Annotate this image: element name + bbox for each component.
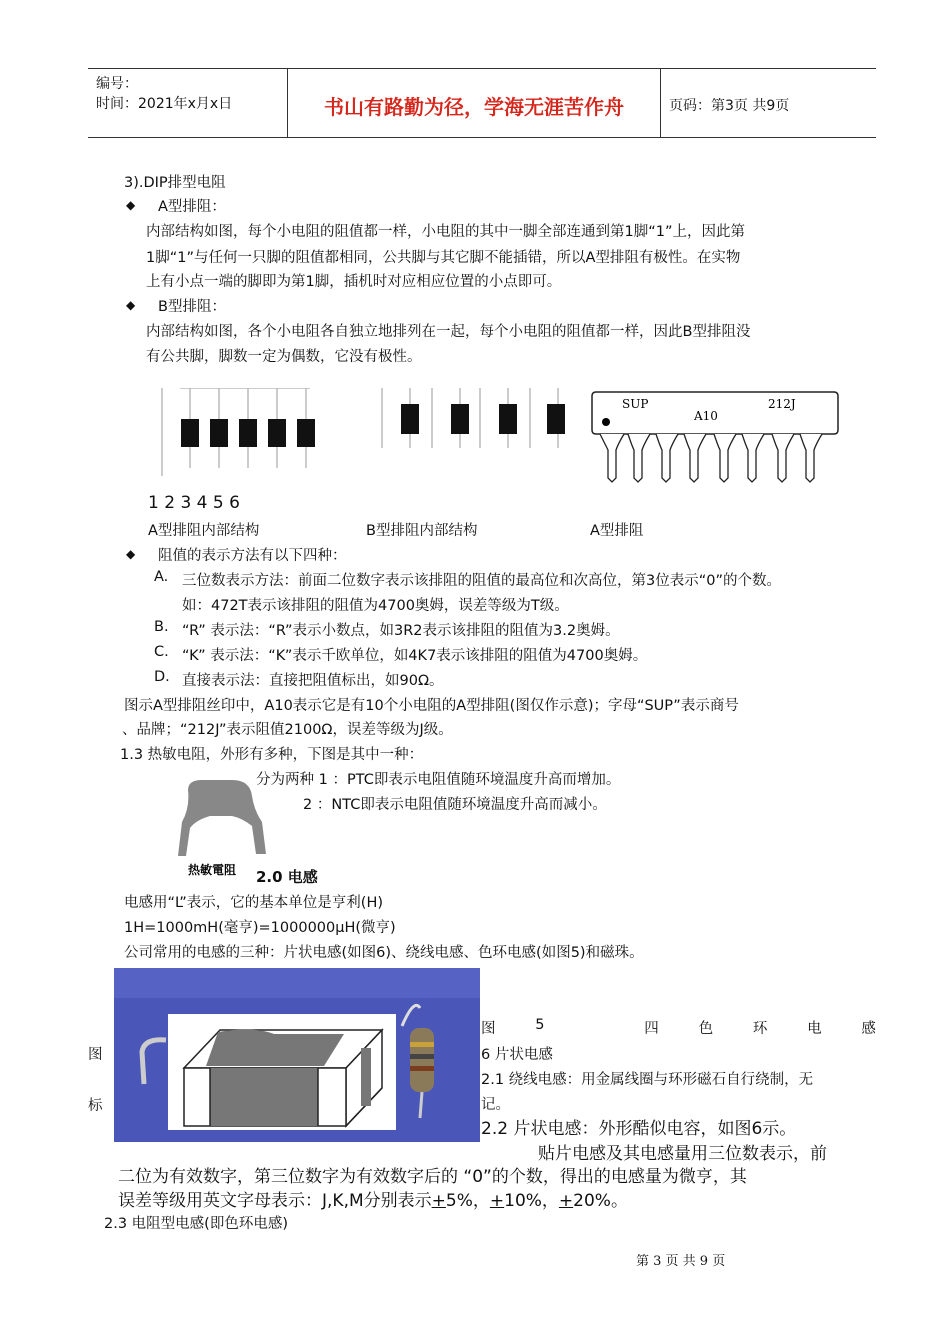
caption-a: A型排阻 xyxy=(590,523,644,539)
silkscreen-note-1: 图示A型排阻丝印中，A10表示它是有10个小电阻的A型排阻(图仅作示意)；字母“SUP”表示商号 xyxy=(124,698,739,714)
fig6-caption-left: 图 xyxy=(88,1047,103,1063)
tolerance-plusminus: + xyxy=(558,1191,574,1211)
tolerance-plusminus: + xyxy=(431,1191,446,1211)
thermistor-ptc: 分为两种 1 ：PTC即表示电阻值随环境温度升高而增加。 xyxy=(256,772,621,788)
thermistor-ntc: 2 ：NTC即表示电阻值随环境温度升高而减小。 xyxy=(303,797,607,813)
a-type-internal-diagram xyxy=(160,388,320,476)
b-type-internal-diagram xyxy=(380,388,570,468)
method-b-label: B. xyxy=(154,619,169,635)
b-type-text-1: 内部结构如图，各个小电阻各自独立地排列在一起，每个小电阻的阻值都一样，因此B型排阻没 xyxy=(146,324,751,340)
time-label: 时间：2021年x月x日 xyxy=(96,96,233,112)
b-type-text-2: 有公共脚，脚数一定为偶数，它没有极性。 xyxy=(146,349,422,365)
fig6-caption-right: 6 片状电感 xyxy=(481,1047,553,1063)
page-footer: 第 3 页 共 9 页 xyxy=(636,1254,726,1269)
inductor-line-3: 公司常用的电感的三种：片状电感(如图6)、绕线电感、色环电感(如图5)和磁珠。 xyxy=(124,945,644,961)
chip-label-a10: A10 xyxy=(694,409,718,423)
number-label: 编号： xyxy=(96,76,138,92)
diamond-bullet-icon: ◆ xyxy=(126,198,136,212)
a-type-text-1: 内部结构如图，每个小电阻的阻值都一样，小电阻的其中一脚全部连通到第1脚“1”上，因此第 xyxy=(146,224,745,240)
chip-code-line-3 xyxy=(118,1186,628,1211)
chip-code-line-3-prefix: 误差等级用英文字母表示：J,K,M分别表示 xyxy=(118,1191,432,1211)
b-type-heading: B型排阻： xyxy=(158,299,226,315)
tolerance-10: 10%， xyxy=(504,1191,559,1211)
caption-b-internal: B型排阻内部结构 xyxy=(366,523,478,539)
inductor-line-2: 1H=1000mH(毫亨)=1000000μH(微亨) xyxy=(124,920,396,936)
inductor-line-1: 电感用“L”表示，它的基本单位是亨利(H) xyxy=(124,895,384,911)
a-type-heading: A型排阻： xyxy=(158,199,226,215)
tolerance-20: 20%。 xyxy=(573,1191,628,1211)
inductor-photo xyxy=(114,968,480,1142)
method-a-text: 三位数表示方法：前面二位数字表示该排阻的阻值的最高位和次高位，第3位表示“0”的个数。 xyxy=(182,573,781,589)
diamond-bullet-icon: ◆ xyxy=(126,547,136,561)
wound-inductor-2: 记。 xyxy=(481,1097,510,1113)
method-d-label: D. xyxy=(154,669,170,685)
wound-inductor-1: 2.1 绕线电感：用金属线圈与环形磁石自行绕制，无 xyxy=(481,1072,814,1088)
a-type-chip-image xyxy=(588,390,844,486)
thermistor-image xyxy=(172,776,268,880)
tolerance-plusminus: + xyxy=(489,1191,505,1211)
a-type-text-2: 1脚“1”与任何一只脚的阻值都相同，公共脚与其它脚不能插错，所以A型排阻有极性。在实物 xyxy=(146,250,741,266)
method-d-text: 直接表示法：直接把阻值标出，如90Ω。 xyxy=(182,673,444,689)
method-c-label: C. xyxy=(154,644,169,660)
thermistor-heading: 1.3 热敏电阻，外形有多种，下图是其中一种： xyxy=(120,747,424,763)
fig5-caption: 图 5 四 色 环 电 感 xyxy=(481,1017,876,1037)
value-methods-heading: 阻值的表示方法有以下四种： xyxy=(158,548,347,564)
method-a-example: 如：472T表示该排阻的阻值为4700奥姆，误差等级为T级。 xyxy=(182,598,569,614)
method-b-text: “R” 表示法：“R”表示小数点，如3R2表示该排阻的阻值为3.2奥姆。 xyxy=(182,623,620,639)
silkscreen-note-2: 、品牌；“212J”表示阻值2100Ω，误差等级为J级。 xyxy=(122,722,453,738)
chip-label-212j: 212J xyxy=(768,397,796,411)
color-ring-inductor-heading: 2.3 电阻型电感(即色环电感) xyxy=(104,1216,288,1232)
chip-inductor-line: 2.2 片状电感：外形酷似电容，如图6示。 xyxy=(481,1119,797,1139)
section-dip-title: 3).DIP排型电阻 xyxy=(124,175,226,191)
method-a-label: A. xyxy=(154,569,169,585)
inductor-title: 2.0 电感 xyxy=(256,868,318,886)
chip-code-line-1: 贴片电感及其电感量用三位数表示，前 xyxy=(538,1144,827,1164)
header-right-cell xyxy=(661,69,876,137)
tolerance-5: 5%， xyxy=(445,1191,490,1211)
method-c-text: “K” 表示法：“K”表示千欧单位，如4K7表示该排阻的阻值为4700奥姆。 xyxy=(182,648,648,664)
thermistor-image-label: 热敏電阻 xyxy=(188,863,237,877)
a-type-text-3: 上有小点一端的脚即为第1脚，插机时对应相应位置的小点即可。 xyxy=(146,274,562,290)
diamond-bullet-icon: ◆ xyxy=(126,298,136,312)
page-label: 页码：第3页 共9页 xyxy=(669,98,790,114)
fig-label-biao: 标 xyxy=(88,1098,103,1114)
header-left-cell xyxy=(88,69,288,137)
header-center-cell xyxy=(288,69,661,137)
chip-code-line-2: 二位为有效数字，第三位数字为有效数字后的 “0”的个数，得出的电感量为微亨，其 xyxy=(118,1167,747,1187)
motto: 书山有路勤为径，学海无涯苦作舟 xyxy=(324,95,624,119)
caption-a-internal: A型排阻内部结构 xyxy=(148,523,260,539)
page-header xyxy=(88,68,876,138)
chip-label-sup: SUP xyxy=(622,397,649,411)
pin-numbers: 1 2 3 4 5 6 xyxy=(148,493,240,513)
